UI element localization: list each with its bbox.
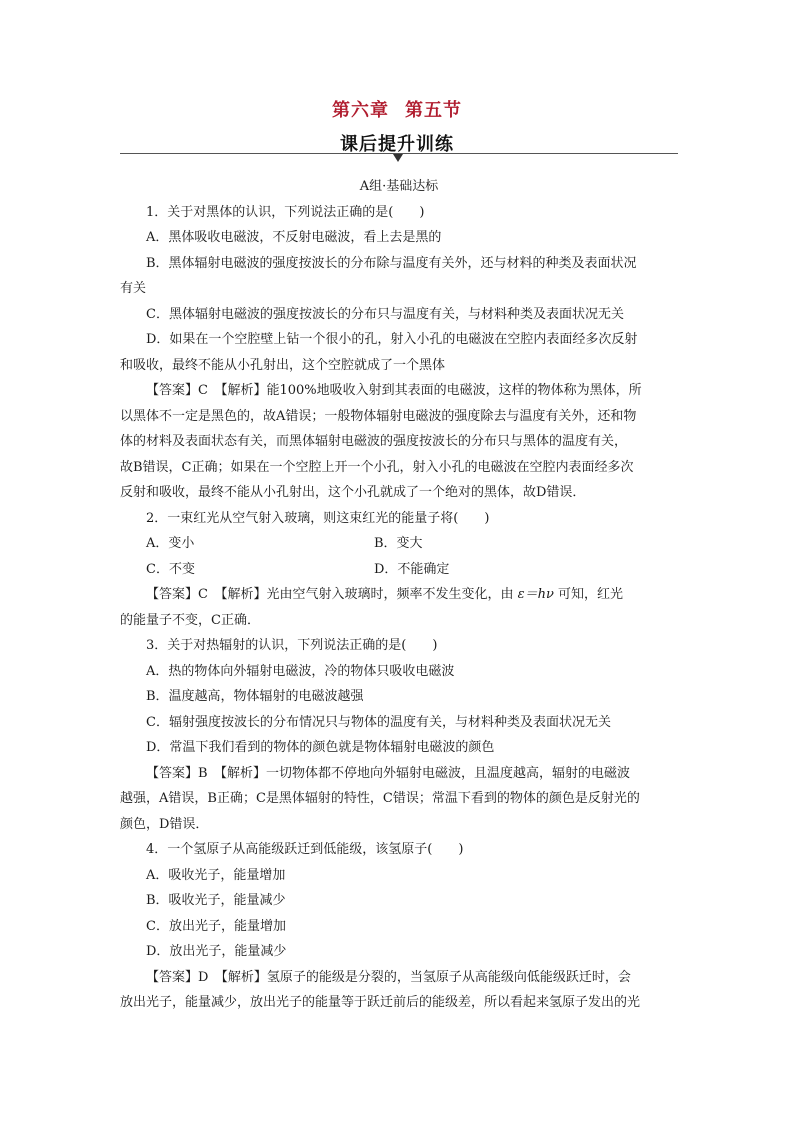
section-label: 第五节 <box>405 100 462 121</box>
page-title: 课后提升训练 <box>340 134 454 155</box>
question-2-option-d: D．不能确定 <box>374 561 450 577</box>
question-2-option-a: A．变小 <box>146 536 195 551</box>
question-2-options-row-1 <box>120 531 678 557</box>
question-3-option-a: A．热的物体向外辐射电磁波，冷的物体只吸收电磁波 <box>146 663 455 679</box>
chapter-label: 第六章 <box>332 100 389 121</box>
question-2-answer-line: 的能量子不变，C正确． <box>120 612 260 628</box>
question-2-answer-text-end: 可知，红光 <box>558 587 624 602</box>
group-title: A组·基础达标 <box>359 179 439 194</box>
question-1-option-a: A．黑体吸收电磁波，不反射电磁波，看上去是黑的 <box>146 230 442 245</box>
energy-quantum-formula: ε＝hν <box>517 587 554 602</box>
question-4-option-d: D．放出光子，能量减少 <box>146 944 287 959</box>
triangle-marker-icon <box>393 154 403 162</box>
question-3-option-b: B．温度越高，物体辐射的电磁波越强 <box>146 689 364 704</box>
question-1-option-d-cont: 和吸收，最终不能从小孔射出，这个空腔就成了一个黑体 <box>120 357 446 373</box>
question-1-option-b: B．黑体辐射电磁波的强度按波长的分布除与温度有关外，还与材料的种类及表面状况 <box>146 255 637 271</box>
question-2-answer-line <box>120 582 678 608</box>
question-3-option-d: D．常温下我们看到的物体的颜色就是物体辐射电磁波的颜色 <box>146 740 495 755</box>
question-2-stem: 2．一束红光从空气射入玻璃，则这束红光的能量子将( ) <box>146 510 490 526</box>
question-1-stem: 1．关于对黑体的认识，下列说法正确的是( ) <box>146 204 425 220</box>
question-4-option-a: A．吸收光子，能量增加 <box>146 867 286 883</box>
question-3-answer-line: 颜色，D错误． <box>120 816 209 832</box>
question-3-answer-line: 【答案】B 【解析】一切物体都不停地向外辐射电磁波，且温度越高，辐射的电磁波 <box>146 765 631 781</box>
question-2-option-b: B．变大 <box>374 536 423 551</box>
question-1-option-b-cont: 有关 <box>120 281 147 296</box>
exercise-content <box>120 174 678 1016</box>
question-1-answer-line: 【答案】C 【解析】能100%地吸收入射到其表面的电磁波，这样的物体称为黑体，所 <box>146 383 642 398</box>
question-4-answer-line: 放出光子，能量减少，放出光子的能量等于跃迁前后的能级差，所以看起来氢原子发出的光 <box>120 995 641 1010</box>
question-1-option-d: D．如果在一个空腔壁上钻一个很小的孔，射入小孔的电磁波在空腔内表面经多次反射 <box>146 332 638 347</box>
chapter-heading <box>0 96 794 122</box>
question-1-answer-line: 反射和吸收，最终不能从小孔射出，这个小孔就成了一个绝对的黑体，故D错误． <box>120 485 586 500</box>
question-1-answer-line: 以黑体不一定是黑色的，故A错误；一般物体辐射电磁波的强度除去与温度有关外，还和物 <box>120 408 637 424</box>
question-3-stem: 3．关于对热辐射的认识，下列说法正确的是( ) <box>146 638 438 653</box>
question-1-answer-line: 故B错误，C正确；如果在一个空腔上开一个小孔，射入小孔的电磁波在空腔内表面经多次 <box>120 459 634 475</box>
question-2-option-c: C．不变 <box>146 561 195 577</box>
question-4-option-b: B．吸收光子，能量减少 <box>146 893 286 908</box>
question-4-stem: 4．一个氢原子从高能级跃迁到低能级，该氢原子( ) <box>146 842 464 857</box>
question-1-answer-line: 体的材料及表面状态有关，而黑体辐射电磁波的强度按波长的分布只与黑体的温度有关， <box>120 434 628 449</box>
question-3-answer-line: 越强，A错误，B正确；C是黑体辐射的特性，C错误；常温下看到的物体的颜色是反射光的 <box>120 791 640 806</box>
question-1-option-c: C．黑体辐射电磁波的强度按波长的分布只与温度有关，与材料种类及表面状况无关 <box>146 306 624 322</box>
question-2-answer-text: 【答案】C 【解析】光由空气射入玻璃时，频率不发生变化，由 <box>146 587 514 602</box>
question-4-option-c: C．放出光子，能量增加 <box>146 918 286 934</box>
question-3-option-c: C．辐射强度按波长的分布情况只与物体的温度有关，与材料种类及表面状况无关 <box>146 714 611 730</box>
question-2-options-row-2 <box>120 557 678 583</box>
question-4-answer-line: 【答案】D 【解析】氢原子的能级是分裂的，当氢原子从高能级向低能级跃迁时，会 <box>146 969 631 985</box>
